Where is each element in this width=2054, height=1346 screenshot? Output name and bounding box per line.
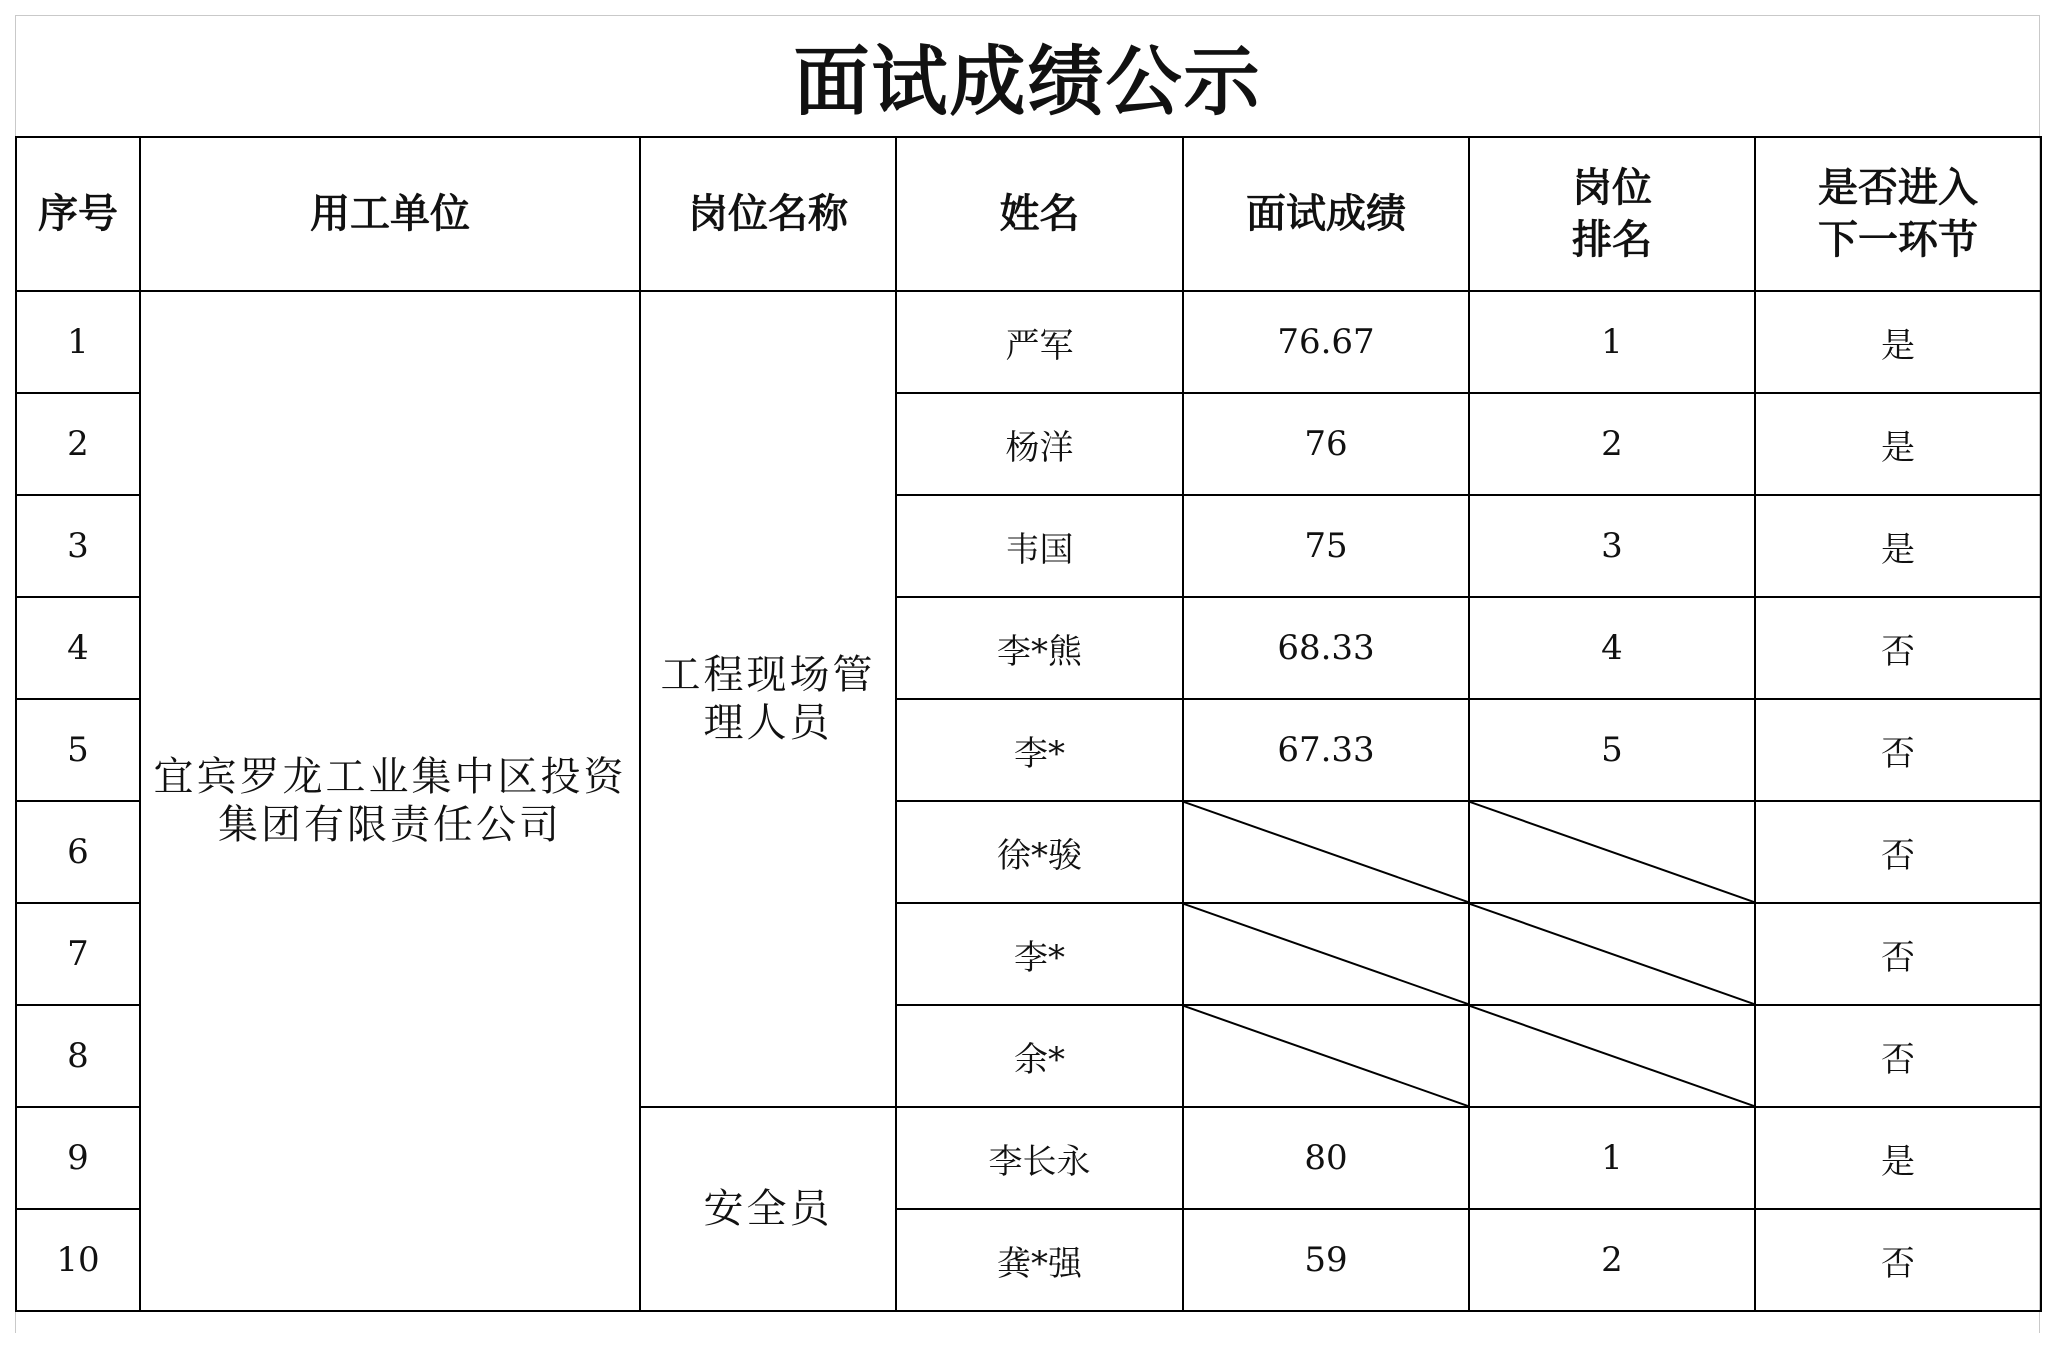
seq-cell: 6	[16, 801, 140, 903]
name-cell: 龚*强	[896, 1209, 1183, 1311]
seq-cell: 1	[16, 291, 140, 393]
header-name: 姓名	[896, 137, 1183, 291]
header-rank-line1: 岗位	[1572, 165, 1652, 211]
header-seq: 序号	[16, 137, 140, 291]
advance-cell: 否	[1755, 597, 2041, 699]
diagonal-slash	[1470, 904, 1754, 1004]
score-cell: 59	[1183, 1209, 1469, 1311]
header-advance	[1755, 137, 2041, 291]
advance-cell: 是	[1755, 495, 2041, 597]
score-cell: 67.33	[1183, 699, 1469, 801]
table-row	[16, 291, 2041, 393]
name-cell: 严军	[896, 291, 1183, 393]
position-cell: 工程现场管理人员	[640, 291, 896, 1107]
seq-cell: 5	[16, 699, 140, 801]
header-position: 岗位名称	[640, 137, 896, 291]
rank-cell: 5	[1469, 699, 1755, 801]
rank-cell-empty	[1469, 1005, 1755, 1107]
score-cell: 68.33	[1183, 597, 1469, 699]
position-cell: 安全员	[640, 1107, 896, 1311]
header-advance-line2: 下一环节	[1818, 217, 1978, 263]
score-cell: 76.67	[1183, 291, 1469, 393]
diagonal-slash	[1184, 802, 1468, 902]
advance-cell: 否	[1755, 699, 2041, 801]
diagonal-slash	[1470, 802, 1754, 902]
header-employer: 用工单位	[140, 137, 640, 291]
header-rank-line2: 排名	[1572, 217, 1652, 263]
rank-cell: 2	[1469, 1209, 1755, 1311]
diagonal-slash	[1184, 904, 1468, 1004]
diagonal-slash	[1184, 1006, 1468, 1106]
rank-cell-empty	[1469, 903, 1755, 1005]
rank-cell: 1	[1469, 291, 1755, 393]
seq-cell: 10	[16, 1209, 140, 1311]
name-cell: 李*	[896, 903, 1183, 1005]
header-advance-line1: 是否进入	[1818, 165, 1978, 211]
name-cell: 余*	[896, 1005, 1183, 1107]
employer-cell: 宜宾罗龙工业集中区投资集团有限责任公司	[140, 291, 640, 1311]
seq-cell: 9	[16, 1107, 140, 1209]
diagonal-slash	[1470, 1006, 1754, 1106]
seq-cell: 8	[16, 1005, 140, 1107]
rank-cell-empty	[1469, 801, 1755, 903]
seq-cell: 2	[16, 393, 140, 495]
advance-cell: 否	[1755, 801, 2041, 903]
advance-cell: 否	[1755, 1005, 2041, 1107]
rank-cell: 3	[1469, 495, 1755, 597]
score-cell: 75	[1183, 495, 1469, 597]
score-cell-empty	[1183, 903, 1469, 1005]
seq-cell: 4	[16, 597, 140, 699]
page-title: 面试成绩公示	[793, 37, 1262, 126]
seq-cell: 3	[16, 495, 140, 597]
name-cell: 徐*骏	[896, 801, 1183, 903]
name-cell: 韦国	[896, 495, 1183, 597]
advance-cell: 否	[1755, 903, 2041, 1005]
name-cell: 李长永	[896, 1107, 1183, 1209]
header-rank	[1469, 137, 1755, 291]
advance-cell: 是	[1755, 1107, 2041, 1209]
rank-cell: 2	[1469, 393, 1755, 495]
advance-cell: 是	[1755, 291, 2041, 393]
advance-cell: 否	[1755, 1209, 2041, 1311]
score-cell-empty	[1183, 1005, 1469, 1107]
seq-cell: 7	[16, 903, 140, 1005]
advance-cell: 是	[1755, 393, 2041, 495]
score-cell-empty	[1183, 801, 1469, 903]
header-row	[16, 137, 2041, 291]
score-cell: 76	[1183, 393, 1469, 495]
rank-cell: 1	[1469, 1107, 1755, 1209]
name-cell: 杨洋	[896, 393, 1183, 495]
results-table	[15, 136, 2042, 1312]
rank-cell: 4	[1469, 597, 1755, 699]
header-score: 面试成绩	[1183, 137, 1469, 291]
score-cell: 80	[1183, 1107, 1469, 1209]
name-cell: 李*	[896, 699, 1183, 801]
name-cell: 李*熊	[896, 597, 1183, 699]
